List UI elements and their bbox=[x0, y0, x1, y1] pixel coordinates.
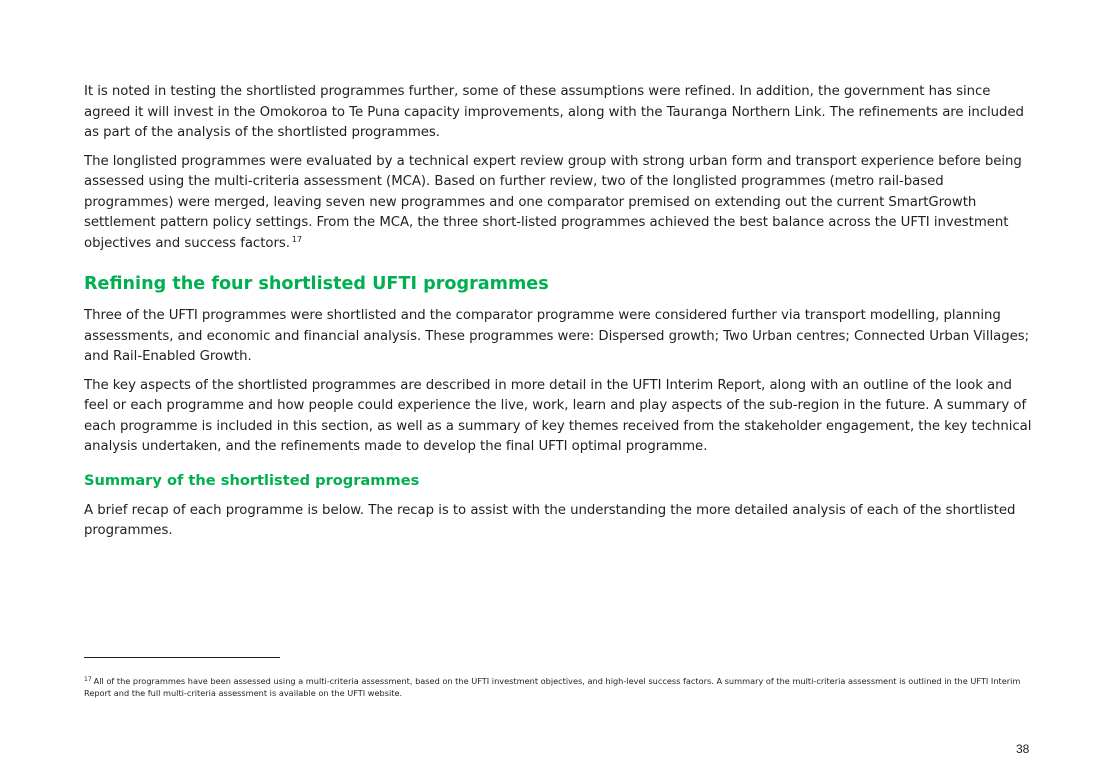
paragraph-assumptions-refined: It is noted in testing the shortlisted programmes further, some of these assumptions were refined. In addition, the government has since agreed it will invest in the Omokoroa to Te Puna capacity improvements, along with the Tauranga Northern Link. The refinements are included as part of the analysis of the shortlisted programmes. bbox=[84, 84, 1024, 140]
page-number: 38 bbox=[1016, 742, 1030, 756]
footnote-divider bbox=[84, 657, 280, 658]
footnote-reference[interactable]: 17 bbox=[291, 234, 303, 244]
subsection-heading: Summary of the shortlisted programmes bbox=[84, 471, 420, 489]
footnote-number: 17 bbox=[84, 676, 92, 683]
page-content bbox=[84, 82, 1036, 550]
section-heading: Refining the four shortlisted UFTI programmes bbox=[84, 274, 549, 294]
paragraph-longlisted-text: The longlisted programmes were evaluated by a technical expert review group with strong urban form and transport experience before being assessed using the multi-criteria assessment (MCA). Based on further review, two of the longlisted programmes (metro rail-based programmes) were merged, leaving seven new programmes and one comparator premised on extending out the current SmartGrowth settlement pattern policy settings. From the MCA, the three short-listed programmes achieved the best balance across the UFTI investment objectives and success factors. bbox=[84, 153, 1022, 251]
paragraph-shortlisted-programmes: Three of the UFTI programmes were shortlisted and the comparator programme were considered further via transport modelling, planning assessments, and economic and financial analysis. These programmes were: Dispersed growth; Two Urban centres; Connected Urban Villages; and Rail-Enabled Growth. bbox=[84, 308, 1030, 364]
paragraph-longlisted-programmes bbox=[84, 152, 1036, 255]
footnote-text: All of the programmes have been assessed using a multi-criteria assessment, based on the UFTI investment objectives, and high-level success factors. A summary of the multi-criteria assessment is outlined in the UFTI Interim Report and the full multi-criteria assessment is available on the UFTI website. bbox=[84, 676, 1021, 698]
footnote bbox=[84, 676, 1039, 699]
paragraph-brief-recap: A brief recap of each programme is below. The recap is to assist with the understanding the more detailed analysis of each of the shortlisted programmes. bbox=[84, 502, 1016, 538]
paragraph-key-aspects: The key aspects of the shortlisted programmes are described in more detail in the UFTI Interim Report, along with an outline of the look and feel or each programme and how people could experience the live, work, learn and play aspects of the sub-region in the future. A summary of each programme is included in this section, as well as a summary of key themes received from the stakeholder engagement, the key technical analysis undertaken, and the refinements made to develop the final UFTI optimal programme. bbox=[84, 377, 1032, 454]
